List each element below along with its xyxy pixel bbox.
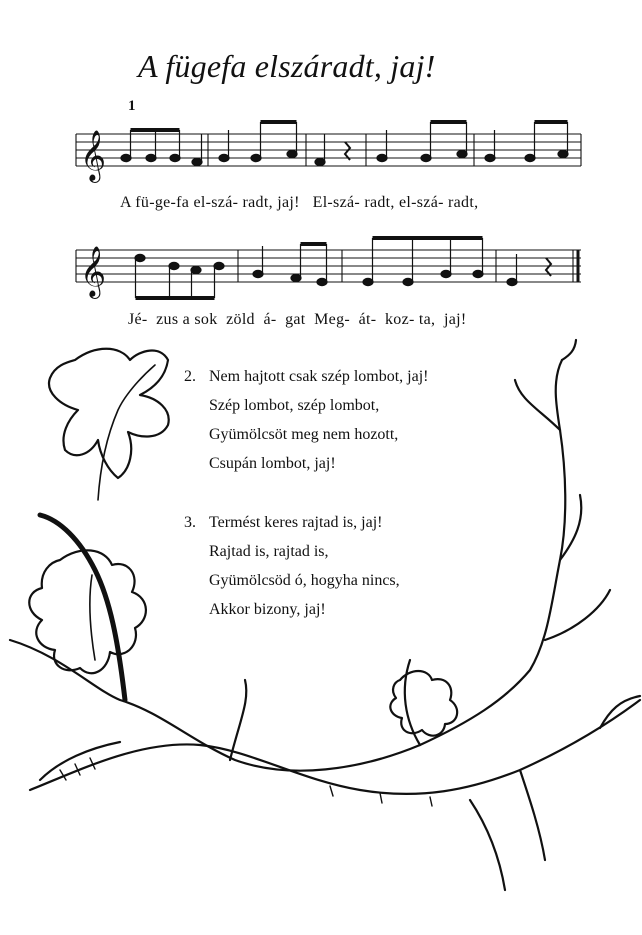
staff-1-notes [121,120,568,166]
stanza-line: Termést keres rajtad is, jaj! [209,514,383,531]
stanza-line: Szép lombot, szép lombot, [209,397,380,414]
song-title: A fügefa elszáradt, jaj! [138,48,436,84]
stanza-line: Akkor bizony, jaj! [209,601,326,618]
stanza-line: Nem hajtott csak szép lombot, jaj! [209,368,429,385]
lyrics-line-1: A fü-ge-fa el-szá- radt, jaj! El-szá- radt, el-szá- radt, [120,194,479,211]
fig-leaf-small [390,671,457,736]
treble-clef-icon: 𝄞 [80,246,107,297]
fig-leaf-upper [49,349,169,478]
verse-number: 1 [128,98,136,114]
stanza-line: Rajtad is, rajtad is, [209,543,329,560]
stanza-line: Csupán lombot, jaj! [209,455,336,472]
lyrics-line-2: Jé- zus a sok zöld á- gat Meg- át- koz- ta, jaj! [128,311,467,328]
stanza-number: 3. [184,514,196,531]
stanza-line: Gyümölcsöd ó, hogyha nincs, [209,572,400,589]
fig-leaf-lower [29,550,146,673]
stanza-line: Gyümölcsöt meg nem hozott, [209,426,399,443]
treble-clef-icon: 𝄞 [80,130,107,181]
staff-2 [76,250,581,282]
stanza-number: 2. [184,368,196,385]
staff-2-notes [135,236,551,300]
staff-1 [76,134,581,166]
